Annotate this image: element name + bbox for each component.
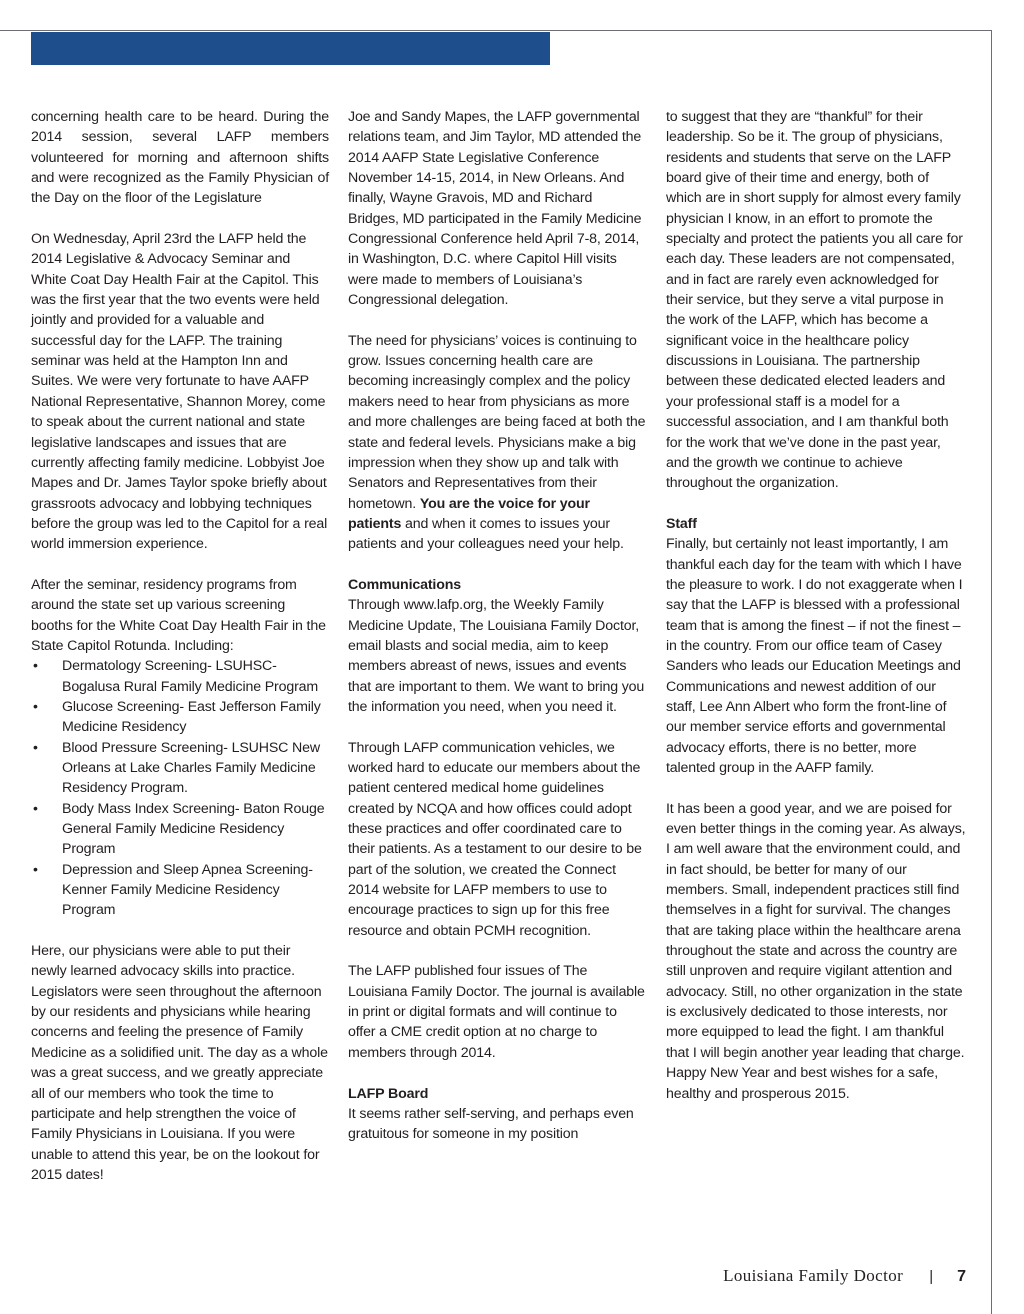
col3-paragraph-1: to suggest that they are “thankful” for their leadership. So be it. The group of physicians, residents and students that serve on the LAFP board give of their time and energy, both of which are in short supply for almost every family physician I know, in an effort to promote the specialty and protect the patients you all care for each day. These leaders are not compensated, and in fact are rarely even acknowledged for their service, but they serve a vital purpose in the work of the LAFP, which has become a significant voice in the healthcare policy discussions in Louisiana. The partnership between these dedicated elected leaders and your professional staff is a model for a successful association, and I am thankful both for the work that we’ve done in the past year, and the growth we continue to achieve throughout the organization. — [666, 109, 963, 492]
col1-paragraph-3: After the seminar, residency programs from around the state set up various screening booths for the White Coat Day Health Fair in the State Capitol Rotunda. Including: — [31, 576, 326, 654]
col2-paragraph-2-start: The need for physicians’ voices is continuing to grow. Issues concerning health care are becoming increasingly complex and the policy makers need to hear from physicians as more and more challenges are being faced at both the state and federal levels. Physicians make a big impression when they show up and talk with Senators and Representatives from their hometown. — [348, 332, 646, 512]
footer-separator: | — [929, 1268, 934, 1285]
col1-paragraph-1: concerning health care to be heard. During the 2014 session, several LAFP members volunteered for morning and afternoon shifts and were recognized as the Family Physician of the Day on the floor of the Legislature — [31, 109, 329, 207]
col2-paragraph-6: It seems rather self-serving, and perhaps even gratuitous for someone in my position — [348, 1105, 634, 1143]
board-heading: LAFP Board — [348, 1085, 429, 1102]
col3-paragraph-3: It has been a good year, and we are poised for even better things in the coming year. As always, I am well aware that the environment could, and in fact should, be better for many of our members. Small, independent practices still find themselves in a fight for survival. The changes that are taking place within the healthcare arena throughout the state and across the country are still unproven and require vigilant attention and advocacy. Still, no other organization in the state is exclusively dedicated to those interests, nor more equipped to lead the fight. I am thankful that I will begin another year leading that charge. Happy New Year and best wishes for a safe, healthy and prosperous 2015. — [666, 800, 966, 1102]
side-rule — [991, 30, 992, 1314]
col2-paragraph-1: Joe and Sandy Mapes, the LAFP governmental relations team, and Jim Taylor, MD attended the 2014 AAFP State Legislative Conference November 14-15, 2014, in New Orleans. And finally, Wayne Gravois, MD and Richard Bridges, MD participated in the Family Medicine Congressional Conference held April 7-8, 2014, in Washington, D.C. where Capitol Hill visits were made to members of Louisiana’s Congressional delegation. — [348, 109, 642, 309]
col2-paragraph-2-end: and when it comes to issues your patients and your colleagues need your help. — [348, 515, 624, 553]
col2-paragraph-5: The LAFP published four issues of The Louisiana Family Doctor. The journal is available in print or digital formats and will continue to offer a CME credit option at no charge to members through 2014. — [348, 963, 645, 1061]
col2-paragraph-2-emphasis: You are the voice for your patients — [348, 495, 590, 532]
col1-paragraph-2: On Wednesday, April 23rd the LAFP held the 2014 Legislative & Advocacy Seminar and White Coat Day Health Fair at the Capitol. This was the first year that the two events were held jointly and provided for a valuable and successful day for the LAFP. The training seminar was held at the Hampton Inn and Suites. We were very fortunate to have AAFP National Representative, Shannon Morey, come to speak about the current national and state legislative landscapes and issues that are currently affecting family medicine. Lobbyist Joe Mapes and Dr. James Taylor spoke briefly about grassroots advocacy and lobbying techniques before the group was led to the Capitol for a real world immersion experience. — [31, 231, 328, 553]
col3-paragraph-2: Finally, but certainly not least importantly, I am thankful each day for the team with which I have the pleasure to work. I do not exaggerate when I say that the LAFP is blessed with a professional team that is among the finest – if not the finest – in the country. From our office team of Casey Sanders who leads our Education Meetings and Communications and newest addition of our staff, Lee Ann Albert who form the front-line of our member service efforts and governmental advocacy efforts, there is no better, more talented group in the AAFP family. — [666, 536, 963, 776]
col2-paragraph-4: Through LAFP communication vehicles, we worked hard to educate our members about the patient centered medical home guidelines created by NCQA and how offices could adopt these practices and offer coordinated care to their patients. As a testament to our desire to be part of the solution, we created the Connect 2014 website for LAFP members to use to encourage practices to sign up for this free resource and obtain PCMH recognition. — [348, 739, 642, 939]
header-banner — [31, 32, 550, 65]
column-3 — [666, 107, 966, 1124]
staff-heading: Staff — [666, 515, 697, 532]
page-number: 7 — [957, 1268, 966, 1285]
top-rule — [0, 30, 992, 31]
page-footer — [723, 1266, 966, 1290]
list-item: • Body Mass Index Screening- Baton Rouge General Family Medicine Residency Program — [31, 799, 329, 860]
col2-paragraph-2 — [348, 331, 646, 555]
screening-list — [31, 656, 329, 920]
col1-paragraph-4: Here, our physicians were able to put their newly learned advocacy skills into practice. Legislators were seen throughout the afternoon by our residents and physicians while hearing concerns and feeling the presence of Family Medicine as a solidified unit. The day as a whole was a great success, and we greatly appreciate all of our members who took the time to participate and help strengthen the voice of Family Physicians in Louisiana. If you were unable to attend this year, be on the lookout for 2015 dates! — [31, 943, 328, 1183]
col2-paragraph-3: Through www.lafp.org, the Weekly Family Medicine Update, The Louisiana Family Doctor, email blasts and social media, aim to keep members abreast of news, issues and events that are important to them. We want to bring you the information you need, when you need it. — [348, 597, 645, 715]
list-item: • Dermatology Screening- LSUHSC-Bogalusa Rural Family Medicine Program — [31, 656, 329, 697]
column-1 — [31, 107, 329, 1206]
publication-title: Louisiana Family Doctor — [723, 1266, 904, 1285]
list-item: • Depression and Sleep Apnea Screening- Kenner Family Medicine Residency Program — [31, 860, 329, 921]
list-item: • Glucose Screening- East Jefferson Family Medicine Residency — [31, 697, 329, 738]
column-2 — [348, 107, 646, 1165]
communications-heading: Communications — [348, 576, 461, 593]
list-item: • Blood Pressure Screening- LSUHSC New Orleans at Lake Charles Family Medicine Residency Program. — [31, 738, 329, 799]
